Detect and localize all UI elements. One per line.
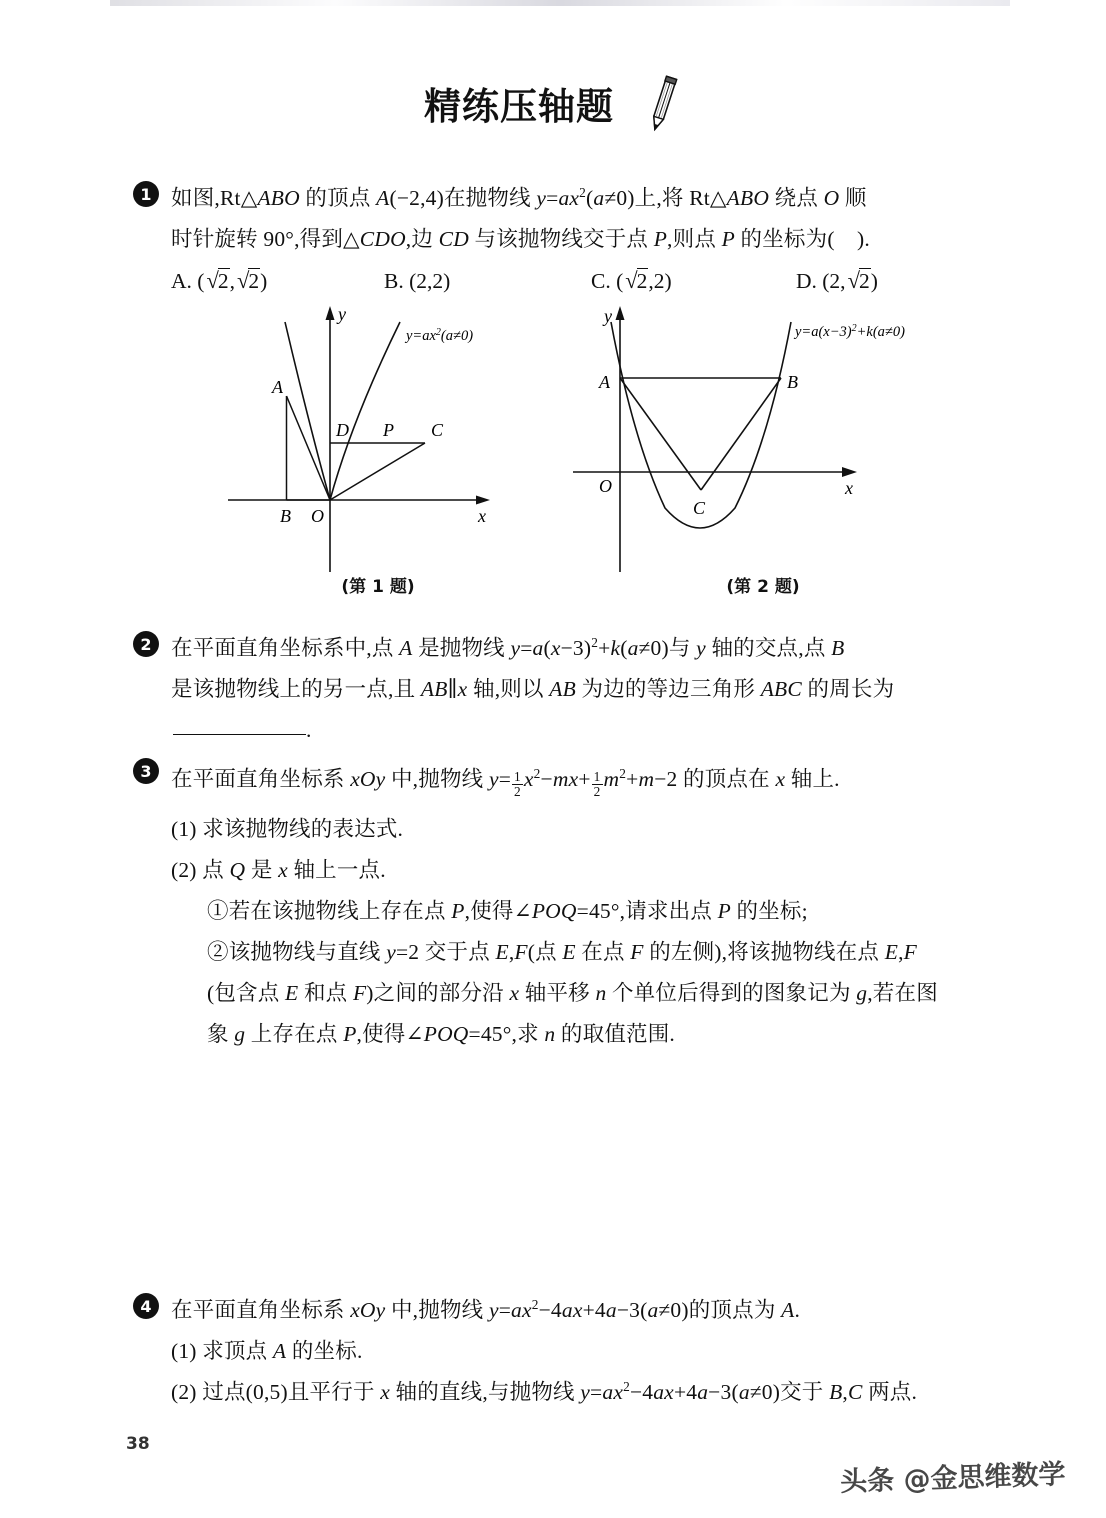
problem-1	[133, 178, 1048, 300]
figure-1-axis-y: y	[338, 304, 346, 324]
choice-c[interactable]: C. (√2,2)	[591, 268, 672, 293]
figure-1-label-A: A	[272, 377, 283, 397]
choice-a[interactable]: A. (√2,√2)	[171, 268, 268, 293]
figure-2	[573, 300, 953, 600]
figure-2-label-O: O	[599, 476, 612, 496]
problem-3-sub-2: (2) 点 Q 是 x 轴上一点.	[171, 858, 386, 882]
figure-1-graph	[228, 300, 528, 575]
figure-1-axis-x: x	[478, 506, 486, 526]
page-header	[0, 72, 1106, 134]
page-number: 38	[126, 1434, 150, 1454]
answer-blank[interactable]	[173, 733, 306, 735]
figure-2-curve-label: $y=a(x-3)^2+k(a\ne 0)$	[795, 323, 905, 340]
choice-d[interactable]: D. (2,√2)	[796, 268, 878, 293]
problem-2-line-3: .	[171, 710, 1048, 751]
figures-row	[133, 300, 1048, 610]
choice-b[interactable]: B. (2,2)	[384, 269, 451, 293]
figure-1-label-B: B	[280, 506, 291, 526]
problem-4-sub-2: (2) 过点(0,5)且平行于 x 轴的直线,与抛物线 $y=ax^2-4ax+4a-3(a\ne 0)$交于 B,C 两点.	[171, 1378, 918, 1404]
figure-2-label-B: B	[787, 372, 798, 392]
problem-3-sub-2-2: ②该抛物线与直线 y=2 交于点 E,F(点 E 在点 F 的左侧),将该抛物线在点 E,F	[207, 940, 917, 964]
problem-3-sub-2-2c: 象 g 上存在点 P,使得∠POQ=45°,求 n 的取值范围.	[207, 1022, 676, 1046]
figure-2-graph	[573, 300, 953, 575]
figure-1-label-P: P	[383, 420, 394, 440]
problem-2-body	[171, 628, 1048, 751]
figure-1	[228, 300, 528, 600]
figure-1-label-D: D	[336, 420, 349, 440]
problem-3-sub-2-1: ①若在该抛物线上存在点 P,使得∠POQ=45°,请求出点 P 的坐标;	[207, 899, 808, 923]
figure-1-curve-label: $y=ax^2(a\ne 0)$	[406, 327, 474, 344]
problem-1-choices	[171, 262, 1048, 300]
problem-4-line-1: 在平面直角坐标系 xOy 中,抛物线 $y=ax^2-4ax+4a-3(a\ne 0)$的顶点为 A.	[171, 1296, 801, 1322]
problem-3-body	[171, 755, 1048, 1055]
figure-2-label-C: C	[693, 498, 706, 518]
problem-number-badge: 3	[133, 758, 159, 784]
problem-4	[133, 1290, 1048, 1413]
page-title: 精练压轴题	[424, 85, 614, 128]
figure-1-label-C: C	[431, 420, 444, 440]
problem-3-sub-2-2b: (包含点 E 和点 F)之间的部分沿 x 轴平移 n 个单位后得到的图象记为 g,若在图	[207, 981, 938, 1005]
figure-1-caption: (第 1 题)	[341, 577, 415, 597]
figure-2-label-A: A	[599, 372, 610, 392]
problem-2-line-1: 在平面直角坐标系中,点 A 是抛物线 $y=a(x-3)^2+k(a\ne 0)$与 y 轴的交点,点 B	[171, 634, 845, 660]
problem-4-body	[171, 1290, 1048, 1413]
problem-3-line-1: 在平面直角坐标系 xOy 中,抛物线 y= $\frac{1}{2}$ $x^2-mx+$ $\frac{1}{2}$ $m^2+m-2$ 的顶点在 x 轴上.	[171, 765, 840, 800]
problem-2	[133, 628, 1048, 751]
pencil-icon	[628, 72, 682, 134]
figure-1-label-O: O	[311, 506, 324, 526]
problem-1-line-1: 如图,Rt△ABO 的顶点 A(−2,4)在抛物线 $y=ax^2(a\ne 0)$上,将 Rt△ABO 绕点 O 顺	[171, 184, 867, 210]
scan-artifact	[110, 0, 1010, 6]
problem-number-badge: 4	[133, 1293, 159, 1319]
watermark: 头条 @金思维数学	[839, 1459, 1066, 1498]
problem-1-line-2: 时针旋转 90°,得到△CDO,边 CD 与该抛物线交于点 P,则点 P 的坐标为( ).	[171, 227, 870, 251]
problem-number-badge: 1	[133, 181, 159, 207]
figure-2-axis-x: x	[845, 478, 853, 498]
figure-2-axis-y: y	[604, 306, 612, 326]
problem-3-sub-1: (1) 求该抛物线的表达式.	[171, 817, 404, 841]
problem-1-body	[171, 178, 1048, 300]
problem-3	[133, 755, 1048, 1055]
problem-2-line-2: 是该抛物线上的另一点,且 AB∥x 轴,则以 AB 为边的等边三角形 ABC 的周长为	[171, 677, 895, 701]
problem-number-badge: 2	[133, 631, 159, 657]
problem-4-sub-1: (1) 求顶点 A 的坐标.	[171, 1339, 363, 1363]
figure-2-caption: (第 2 题)	[726, 577, 800, 597]
